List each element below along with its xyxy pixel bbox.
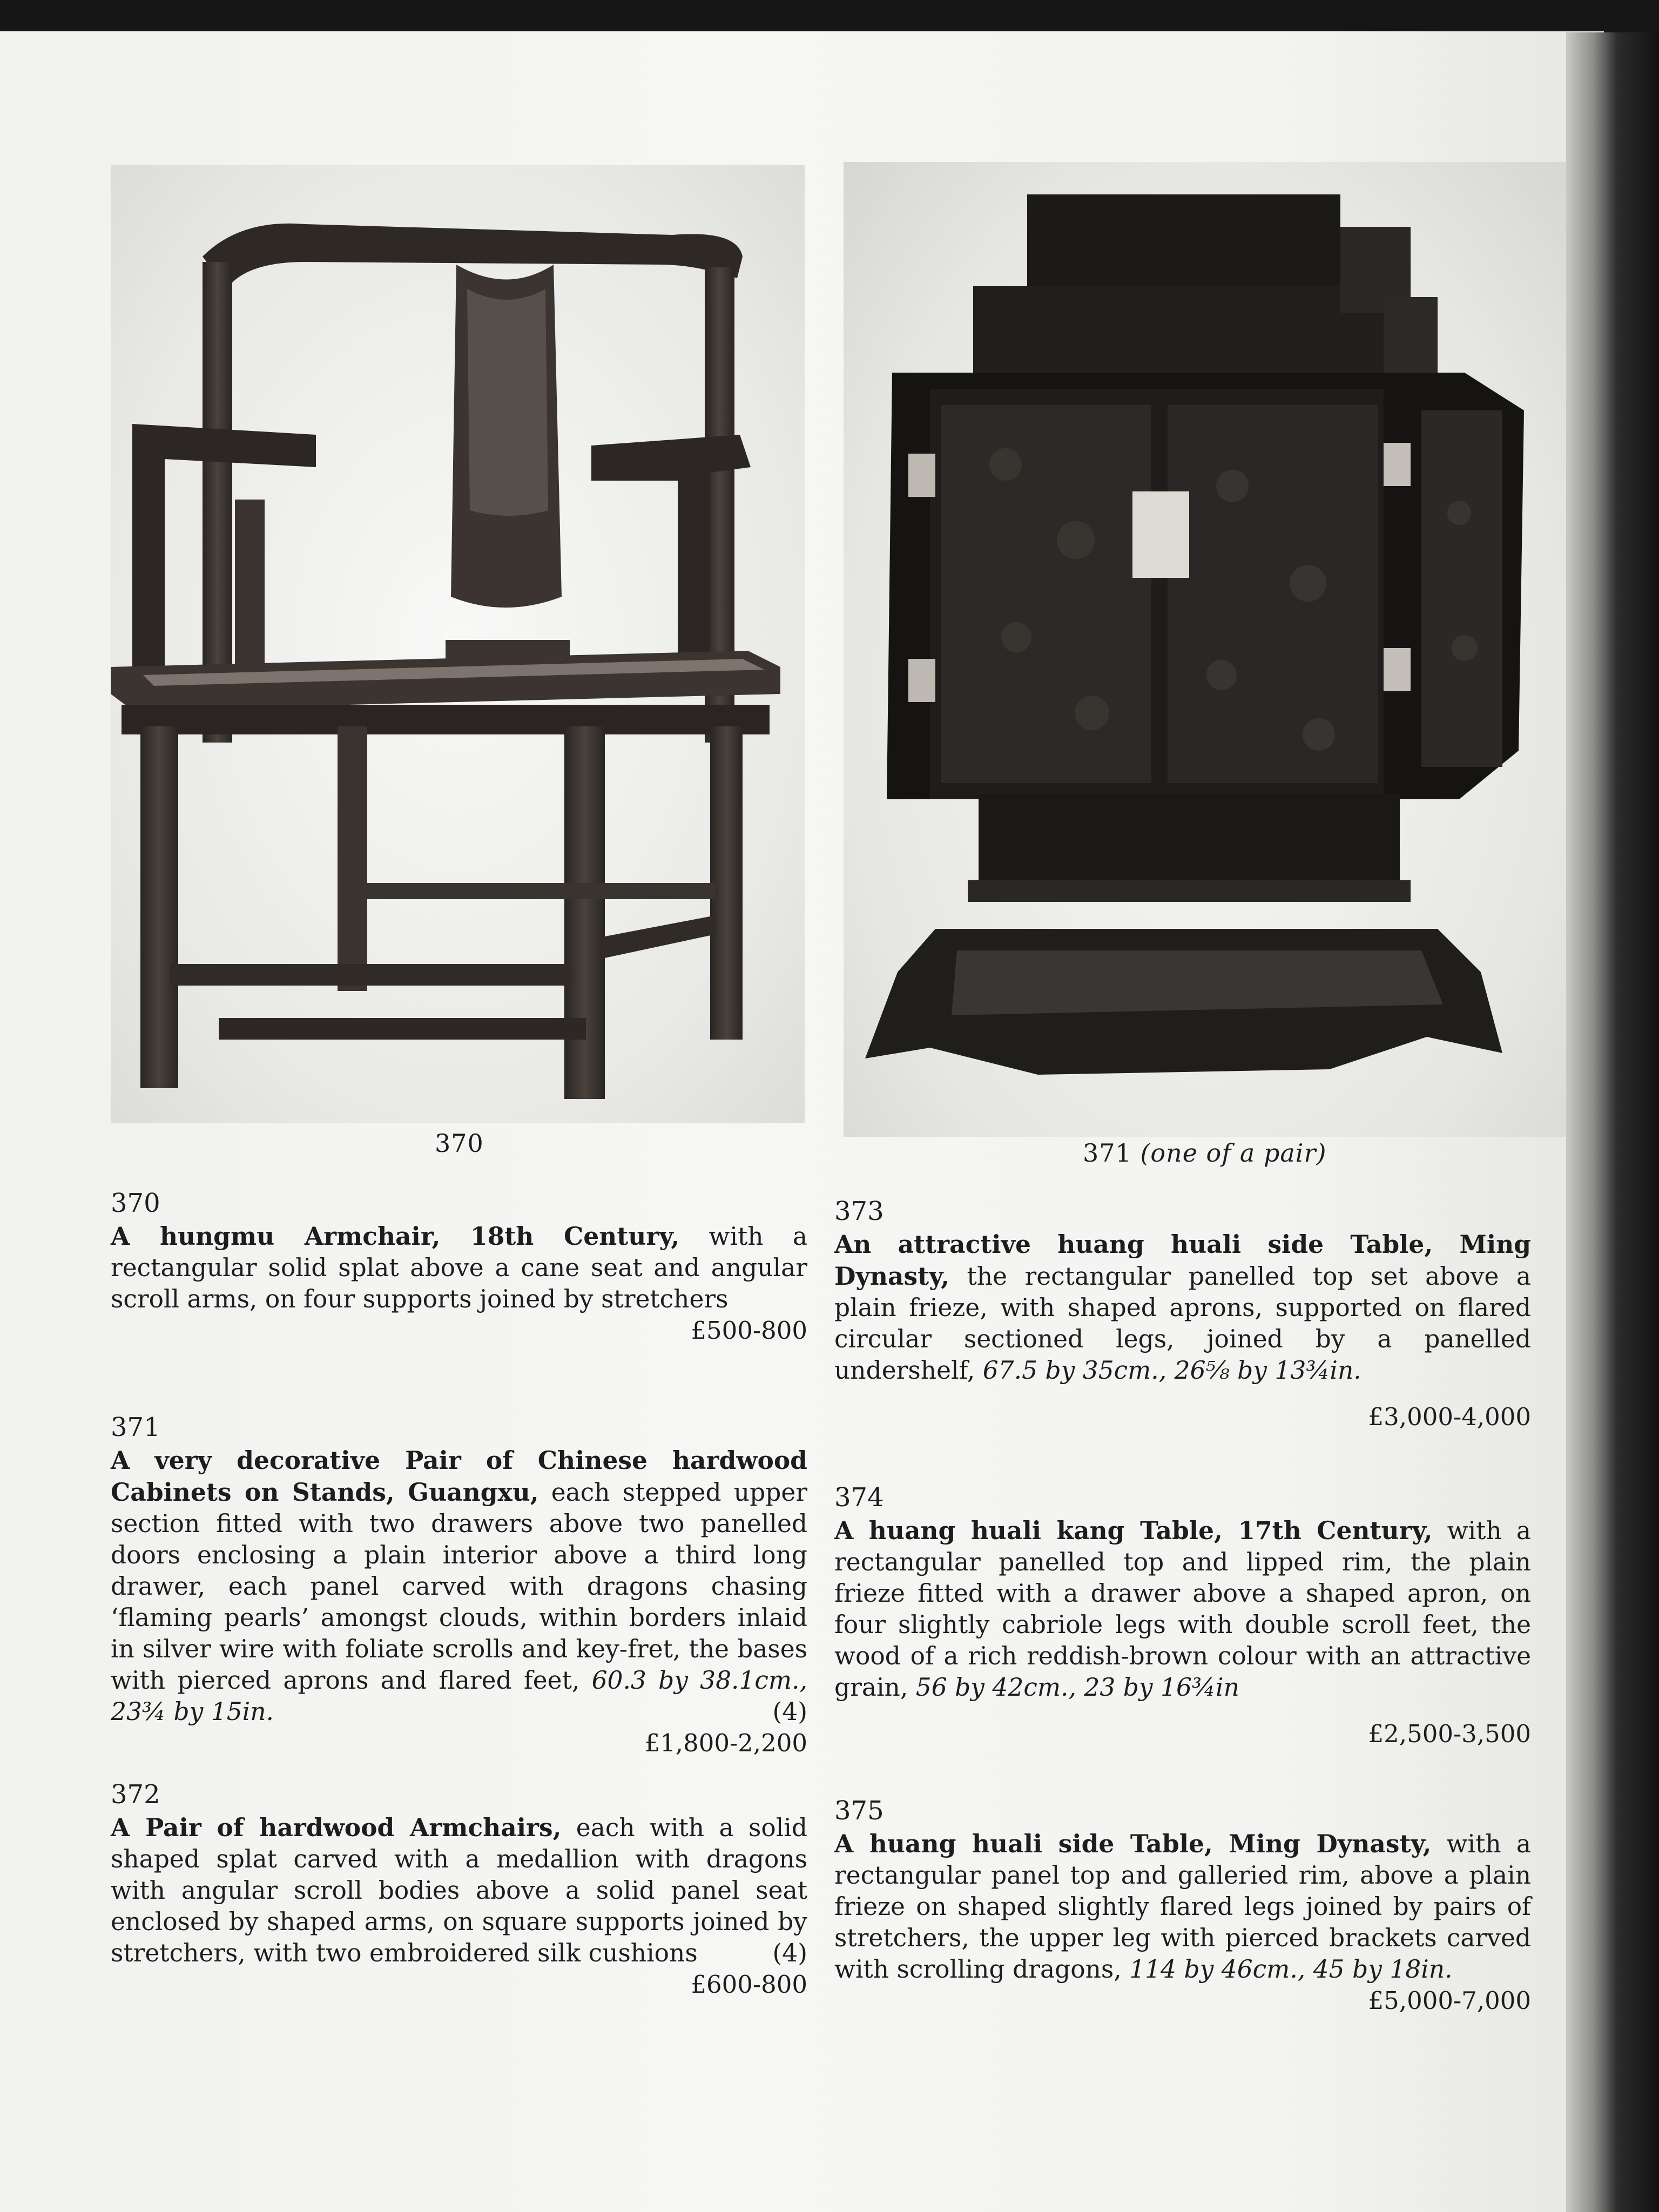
cabinet-photo	[844, 162, 1566, 1137]
lot-372	[111, 1779, 807, 1999]
lot-description	[834, 1229, 1531, 1386]
page-edge	[1566, 32, 1659, 2212]
lot-description	[111, 1220, 807, 1315]
photo-caption-370: 370	[435, 1129, 484, 1158]
lot-description	[834, 1515, 1531, 1703]
lot-estimate: £5,000-7,000	[1368, 1986, 1531, 2015]
photo-caption-371-note: (one of a pair)	[1140, 1138, 1327, 1168]
lot-number: 373	[834, 1196, 884, 1226]
lot-text: with a rectangular panel top and galleried rim, above a plain frieze on shaped slightly flared legs joined by pairs of stretchers, the upper leg with pierced brackets carved with scrolling dragons,	[834, 1830, 1531, 1984]
lot-quantity: (4)	[772, 1697, 807, 1726]
lot-375	[834, 1796, 1531, 2015]
lot-number: 375	[834, 1796, 884, 1826]
lot-number: 372	[111, 1779, 160, 1810]
lot-estimate: £3,000-4,000	[1368, 1402, 1531, 1431]
lot-title: A hungmu Armchair, 18th Century,	[111, 1222, 680, 1251]
lot-number: 371	[111, 1412, 160, 1442]
lot-dimensions: 114 by 46cm., 45 by 18in.	[1129, 1955, 1453, 1984]
lot-description	[111, 1812, 807, 1969]
lot-quantity: (4)	[772, 1939, 807, 1967]
lot-description	[834, 1828, 1531, 1985]
lot-text: with a rectangular solid splat above a cane seat and angular scroll arms, on four supports joined by stretchers	[111, 1222, 807, 1313]
lot-estimate: £500-800	[691, 1316, 807, 1345]
lot-title: A very decorative Pair of Chinese hardwood Cabinets on Stands, Guangxu,	[111, 1446, 807, 1507]
lot-description	[111, 1445, 807, 1728]
photo-caption-371	[1083, 1138, 1326, 1168]
lot-title: A huang huali kang Table, 17th Century,	[834, 1516, 1433, 1545]
lot-371	[111, 1412, 807, 1757]
lot-dimensions: 56 by 42cm., 23 by 16¾in	[915, 1673, 1239, 1702]
lot-number: 374	[834, 1482, 884, 1513]
lot-title: A huang huali side Table, Ming Dynasty,	[834, 1829, 1432, 1858]
photo-caption-371-number: 371	[1083, 1138, 1132, 1168]
lot-title: A Pair of hardwood Armchairs,	[111, 1813, 562, 1842]
lot-dimensions: 60.3 by 38.1cm., 23¾ by 15in.	[111, 1666, 807, 1726]
lot-374	[834, 1482, 1531, 1748]
lot-estimate: £1,800-2,200	[644, 1729, 807, 1757]
lot-title: An attractive huang huali side Table, Ming Dynasty,	[834, 1230, 1531, 1291]
lot-370	[111, 1188, 807, 1345]
lot-number: 370	[111, 1188, 160, 1218]
lot-text: each stepped upper section fitted with two drawers above two panelled doors enclosing a plain interior above a third long drawer, each panel carved with dragons chasing ‘flaming pearls’ amongst clouds, within borders inlaid in silver wire with foliate scrolls and key-fret, the bases with pierced aprons and flared feet,	[111, 1478, 807, 1695]
lot-text: each with a solid shaped splat carved with a medallion with dragons with angular scroll bodies above a solid panel seat enclosed by shaped arms, on square supports joined by stretchers, with two embroidered silk cushions	[111, 1813, 807, 1967]
armchair-photo	[111, 165, 805, 1123]
lot-text: with a rectangular panelled top and lipped rim, the plain frieze fitted with a drawer above a shaped apron, on four slightly cabriole legs with double scroll feet, the wood of a rich reddish-brown colour with an attractive grain,	[834, 1516, 1532, 1702]
lot-373	[834, 1196, 1531, 1431]
lot-estimate: £600-800	[691, 1970, 807, 1999]
lot-estimate: £2,500-3,500	[1368, 1719, 1531, 1748]
screen-top-strip	[0, 0, 1659, 32]
lot-text: the rectangular panelled top set above a plain frieze, with shaped aprons, supported on flared circular sectioned legs, joined by a panelled undershelf,	[834, 1262, 1531, 1385]
lot-dimensions: 67.5 by 35cm., 26⅝ by 13¾in.	[982, 1356, 1361, 1385]
